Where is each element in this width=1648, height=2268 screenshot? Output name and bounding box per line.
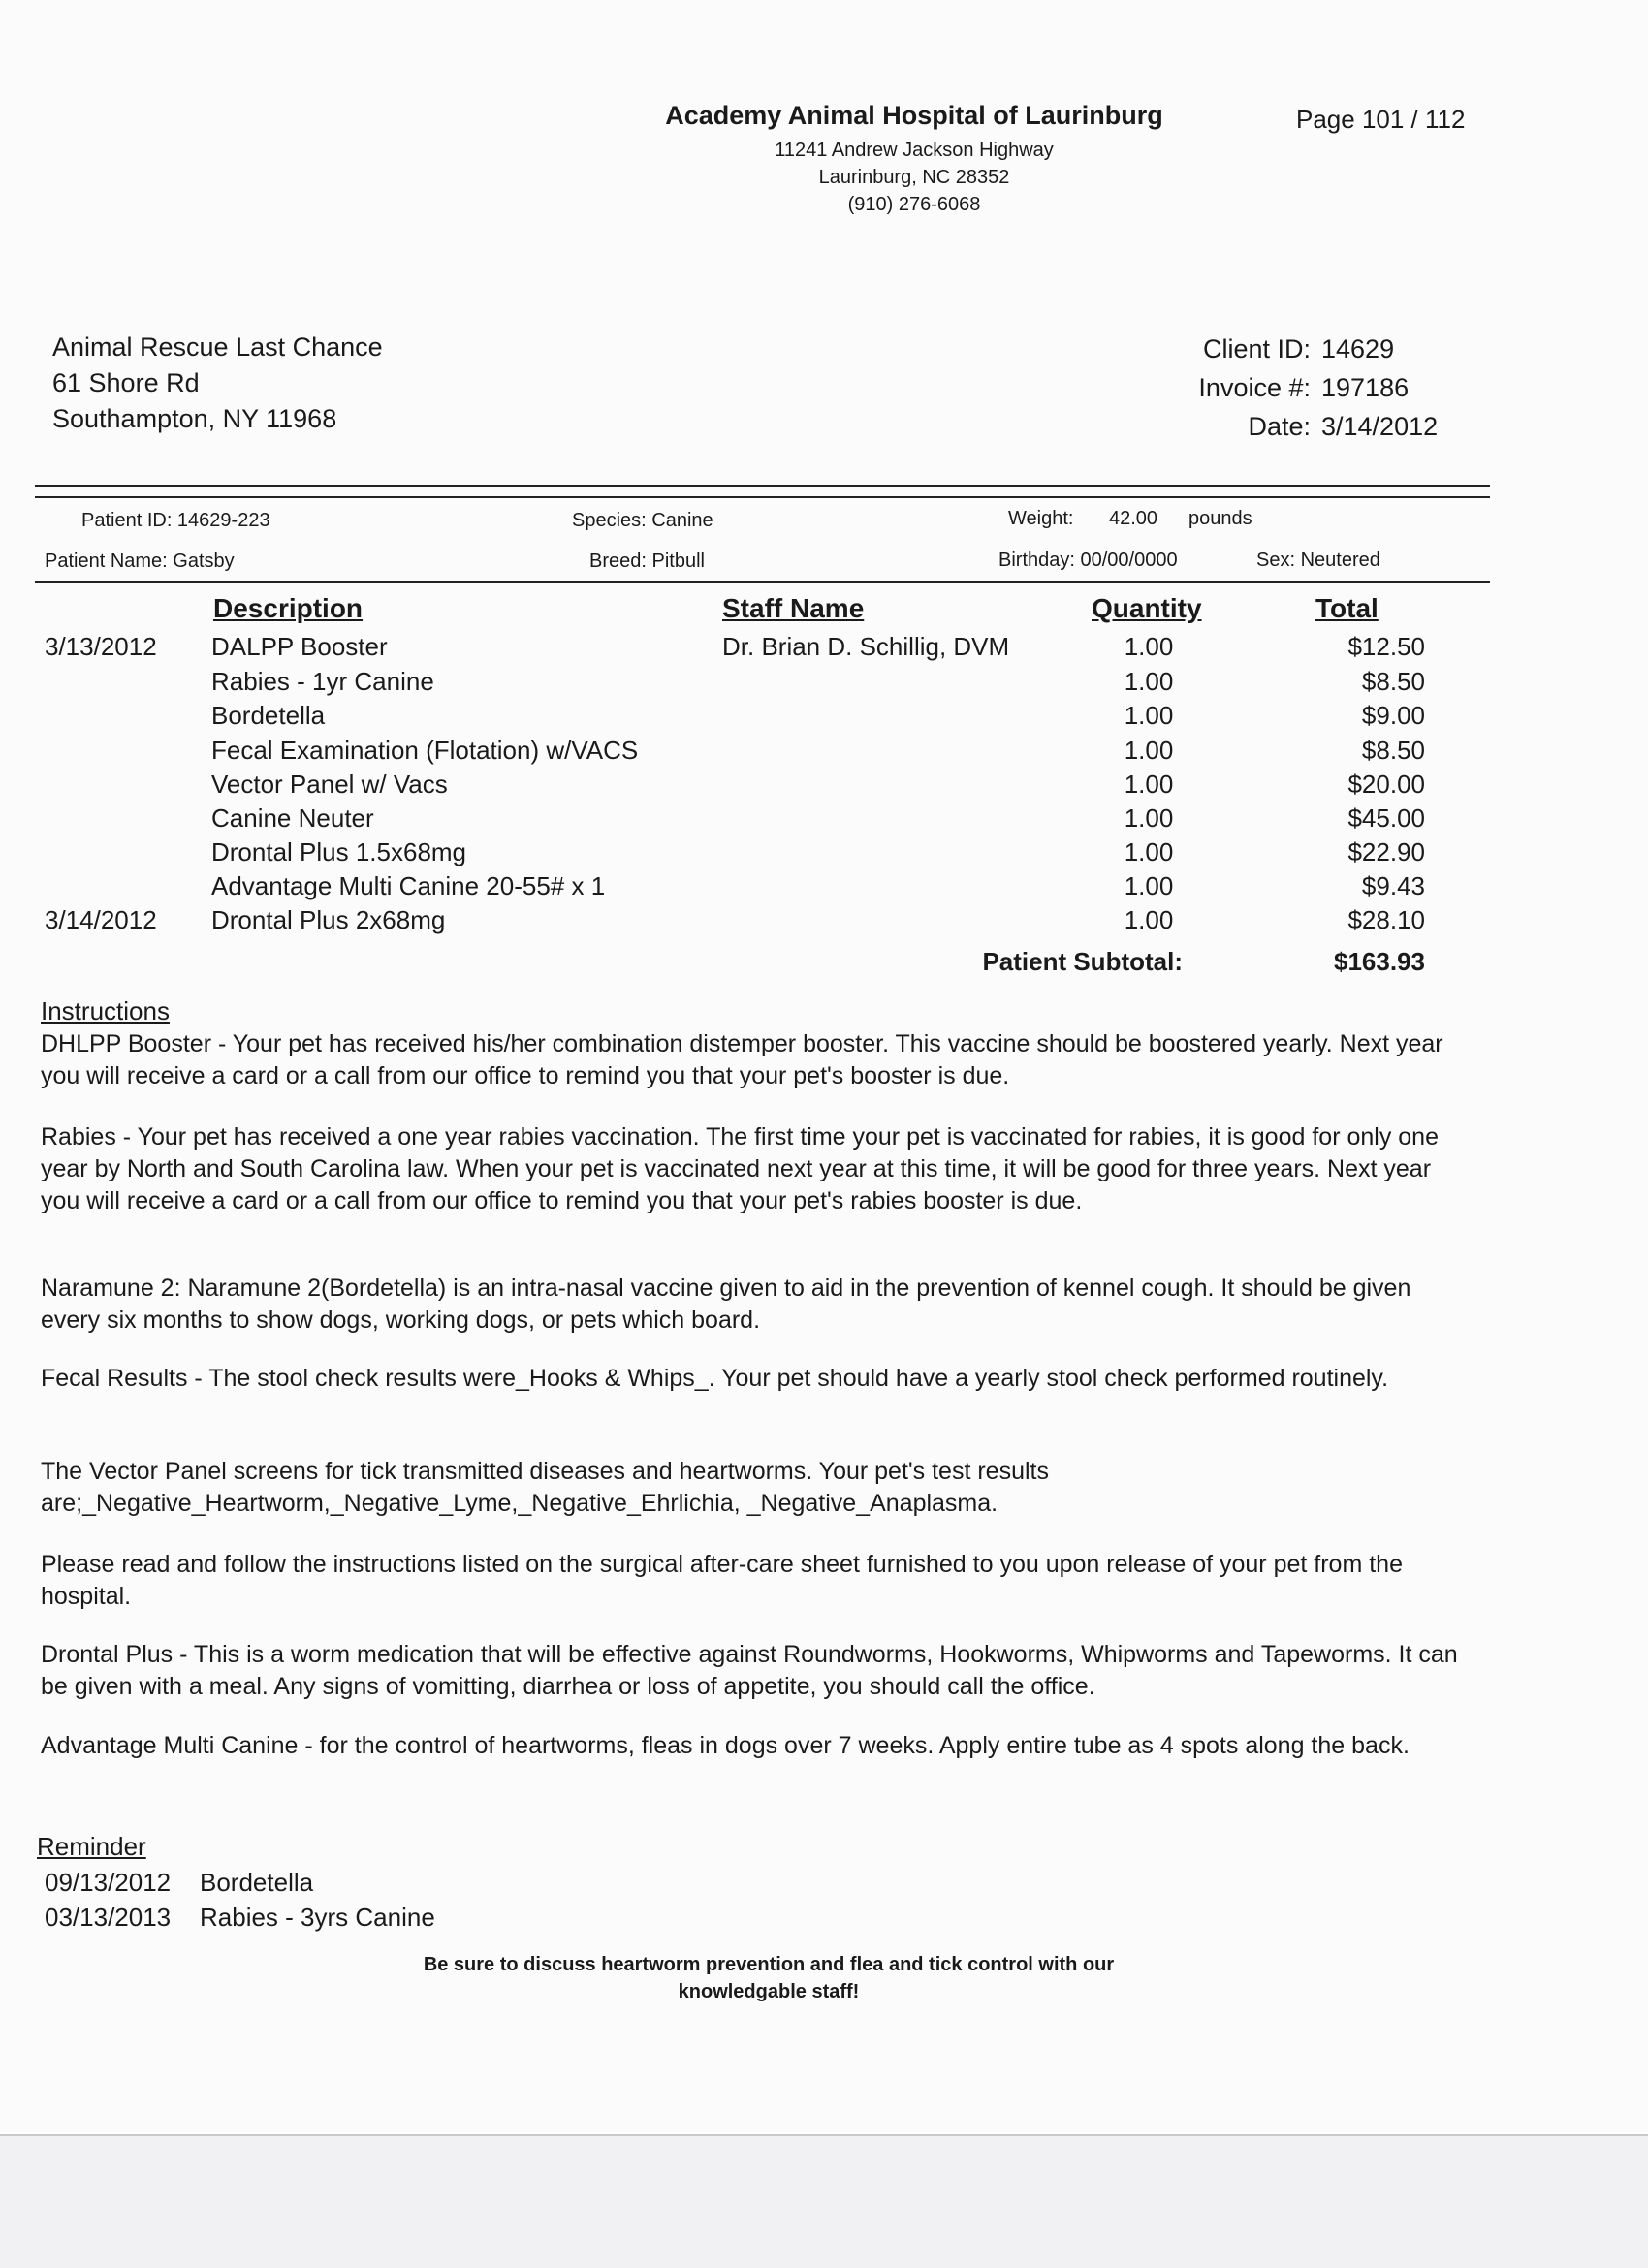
item-description: Rabies - 1yr Canine bbox=[211, 667, 434, 696]
patient-weight-unit: pounds bbox=[1188, 508, 1252, 529]
item-quantity: 1.00 bbox=[1124, 736, 1174, 765]
column-quantity: Quantity bbox=[1092, 593, 1202, 623]
item-description: Drontal Plus 1.5x68mg bbox=[211, 837, 467, 866]
instruction-paragraph: Advantage Multi Canine - for the control of heartworms, fleas in dogs over 7 weeks. Apply entire tube as 4 spots along the back. bbox=[41, 1732, 1410, 1759]
clinic-name: Academy Animal Hospital of Laurinburg bbox=[665, 101, 1163, 130]
patient-species: Species: Canine bbox=[572, 510, 713, 531]
item-total: $20.00 bbox=[1347, 770, 1425, 799]
clinic-address-line2: Laurinburg, NC 28352 bbox=[818, 167, 1010, 188]
column-total: Total bbox=[1315, 593, 1379, 623]
page-number: Page 101 / 112 bbox=[1296, 105, 1466, 134]
item-staff: Dr. Brian D. Schillig, DVM bbox=[722, 632, 1010, 661]
patient-id: Patient ID: 14629-223 bbox=[81, 510, 270, 531]
divider-top-1 bbox=[35, 485, 1490, 487]
reminder-name: Bordetella bbox=[200, 1868, 314, 1897]
item-quantity: 1.00 bbox=[1124, 770, 1174, 799]
item-quantity: 1.00 bbox=[1124, 701, 1174, 730]
reminder-date: 09/13/2012 bbox=[45, 1868, 172, 1897]
item-total: $8.50 bbox=[1361, 667, 1425, 696]
item-description: Vector Panel w/ Vacs bbox=[211, 770, 448, 799]
instruction-paragraph: Drontal Plus - This is a worm medication that will be effective against Roundworms, Hookworms, Whipworms and Tapeworms. It can be given with a meal. Any signs of vomitting, diarrhea or loss of appetite, you should call the office. bbox=[41, 1641, 1458, 1700]
instruction-paragraph: Please read and follow the instructions listed on the surgical after-care sheet furnished to you upon release of your pet from the hospital. bbox=[41, 1551, 1403, 1610]
patient-weight-label: Weight: bbox=[1008, 508, 1074, 529]
item-quantity: 1.00 bbox=[1124, 632, 1174, 661]
client-city: Southampton, NY 11968 bbox=[52, 404, 337, 433]
item-quantity: 1.00 bbox=[1124, 871, 1174, 900]
invoice-date-label: Date: bbox=[1248, 412, 1311, 441]
client-id-label: Client ID: bbox=[1202, 334, 1311, 363]
clinic-phone: (910) 276-6068 bbox=[847, 194, 981, 215]
reminder-date: 03/13/2013 bbox=[45, 1903, 172, 1932]
patient-subtotal-value: $163.93 bbox=[1334, 947, 1425, 976]
item-total: $28.10 bbox=[1347, 905, 1425, 934]
item-total: $45.00 bbox=[1347, 803, 1425, 833]
column-description: Description bbox=[213, 593, 364, 623]
patient-weight-value: 42.00 bbox=[1109, 508, 1158, 529]
scanner-bottom-strip bbox=[0, 2134, 1648, 2268]
instruction-paragraph: Naramune 2: Naramune 2(Bordetella) is an intra-nasal vaccine given to aid in the prevention of kennel cough. It should be given every six months to show dogs, working dogs, or pets which board. bbox=[41, 1275, 1411, 1334]
item-total: $22.90 bbox=[1347, 837, 1425, 866]
client-name: Animal Rescue Last Chance bbox=[52, 332, 383, 362]
item-date: 3/13/2012 bbox=[45, 632, 157, 661]
item-description: Fecal Examination (Flotation) w/VACS bbox=[211, 736, 639, 765]
instruction-paragraph: The Vector Panel screens for tick transmitted diseases and heartworms. Your pet's test results are;_Negative_Heartworm,_Negative_Lyme,_Negative_Ehrlichia, _Negative_Anaplasma. bbox=[41, 1458, 1049, 1517]
item-description: DALPP Booster bbox=[211, 632, 388, 661]
item-description: Bordetella bbox=[211, 701, 326, 730]
client-id-value: 14629 bbox=[1321, 334, 1395, 363]
patient-breed: Breed: Pitbull bbox=[589, 551, 705, 572]
divider-patient bbox=[35, 581, 1490, 583]
item-description: Drontal Plus 2x68mg bbox=[211, 905, 446, 934]
item-total: $8.50 bbox=[1361, 736, 1425, 765]
item-quantity: 1.00 bbox=[1124, 837, 1174, 866]
item-total: $9.43 bbox=[1361, 871, 1425, 900]
item-quantity: 1.00 bbox=[1124, 905, 1174, 934]
instruction-paragraph: DHLPP Booster - Your pet has received his/her combination distemper booster. This vaccine should be boostered yearly. Next year you will receive a card or a call from our office to remind you that your pet's booster is due. bbox=[41, 1030, 1443, 1089]
patient-birthday: Birthday: 00/00/0000 bbox=[998, 550, 1178, 571]
patient-sex: Sex: Neutered bbox=[1256, 550, 1380, 571]
patient-name: Patient Name: Gatsby bbox=[45, 551, 235, 572]
footer-note-line2: knowledgable staff! bbox=[678, 1981, 860, 2002]
item-description: Canine Neuter bbox=[211, 803, 374, 833]
instructions-heading: Instructions bbox=[41, 996, 170, 1025]
item-date: 3/14/2012 bbox=[45, 905, 157, 934]
instruction-paragraph: Rabies - Your pet has received a one year rabies vaccination. The first time your pet is vaccinated for rabies, it is good for only one year by North and South Carolina law. When your pet is vaccinated next year at this time, it will be good for three years. Next year you will receive a card or a call from our office to remind you that your pet's rabies booster is due. bbox=[41, 1123, 1439, 1214]
item-total: $9.00 bbox=[1361, 701, 1425, 730]
item-description: Advantage Multi Canine 20-55# x 1 bbox=[211, 871, 606, 900]
item-quantity: 1.00 bbox=[1124, 803, 1174, 833]
client-street: 61 Shore Rd bbox=[52, 368, 200, 397]
invoice-date-value: 3/14/2012 bbox=[1321, 412, 1439, 441]
instruction-paragraph: Fecal Results - The stool check results were_Hooks & Whips_. Your pet should have a yearly stool check performed routinely. bbox=[41, 1365, 1389, 1392]
column-staff-name: Staff Name bbox=[722, 593, 865, 623]
divider-top-2 bbox=[35, 496, 1490, 498]
reminder-heading: Reminder bbox=[37, 1832, 146, 1861]
item-total: $12.50 bbox=[1347, 632, 1425, 661]
clinic-address-line1: 11241 Andrew Jackson Highway bbox=[775, 140, 1054, 161]
reminder-name: Rabies - 3yrs Canine bbox=[200, 1903, 435, 1932]
footer-note-line1: Be sure to discuss heartworm prevention and flea and tick control with our bbox=[423, 1954, 1115, 1975]
patient-subtotal-label: Patient Subtotal: bbox=[982, 947, 1183, 976]
item-quantity: 1.00 bbox=[1124, 667, 1174, 696]
invoice-number-value: 197186 bbox=[1321, 373, 1410, 402]
invoice-number-label: Invoice #: bbox=[1198, 373, 1311, 402]
